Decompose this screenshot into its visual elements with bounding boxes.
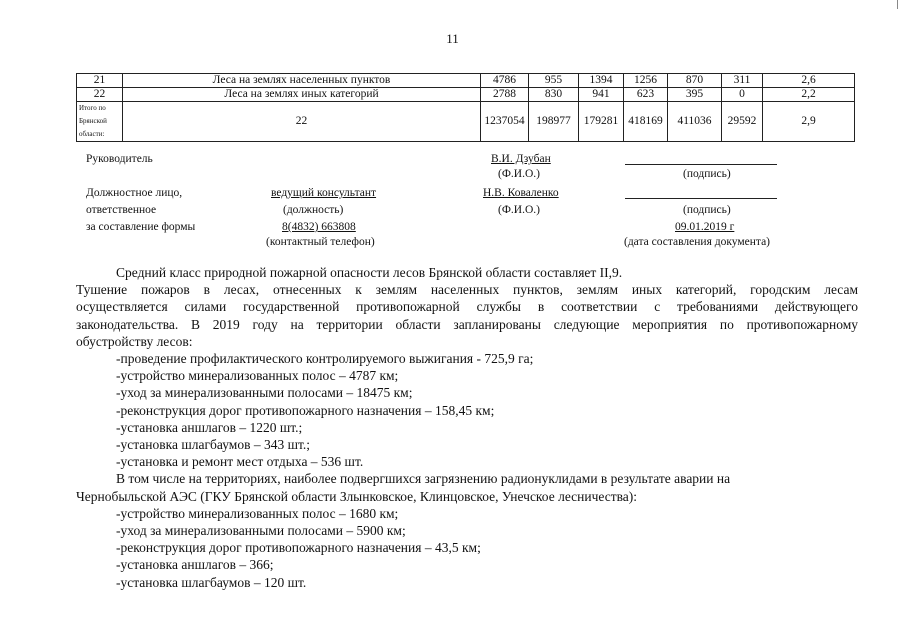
official-sign-caption: (подпись)	[683, 204, 731, 216]
row-name: Леса на землях населенных пунктов	[123, 74, 481, 88]
paragraph-line: Чернобыльской АЭС (ГКУ Брянской области Злынковское, Клинцовское, Унечское лесничества):	[76, 488, 638, 504]
position-caption: (должность)	[283, 204, 344, 216]
table-row	[77, 74, 855, 88]
list-item: -уход за минерализованными полосами – 18475 км;	[116, 385, 413, 401]
cell: 2,6	[763, 74, 855, 88]
list-item: -реконструкция дорог противопожарного назначения – 43,5 км;	[116, 540, 481, 556]
official-label-1: Должностное лицо,	[86, 187, 183, 199]
date-value: 09.01.2019 г	[675, 221, 735, 233]
cell: 870	[668, 74, 722, 88]
official-label-2: ответственное	[86, 204, 157, 216]
head-signature-line	[625, 164, 777, 165]
table-total-row	[77, 102, 855, 142]
date-caption: (дата составления документа)	[624, 236, 771, 248]
official-position: ведущий консультант	[271, 187, 377, 199]
list-item: -реконструкция дорог противопожарного назначения – 158,45 км;	[116, 402, 495, 418]
cell: 198977	[529, 102, 579, 142]
body-text	[76, 264, 858, 591]
paragraph-line: обустройству лесов:	[76, 333, 193, 349]
list-item: -устройство минерализованных полос – 4787 км;	[116, 368, 399, 384]
paragraph-line: В том числе на территориях, наиболее подвергшихся загрязнению радионуклидами в результате аварии на	[116, 471, 731, 487]
official-label-3: за составление формы	[86, 221, 196, 233]
list-item: -установка и ремонт мест отдыха – 536 шт.	[116, 454, 364, 470]
intro-paragraph: Средний класс природной пожарной опасности лесов Брянской области составляет II,9.	[116, 265, 623, 280]
cell: 395	[668, 88, 722, 102]
corner-mark	[897, 0, 898, 9]
list-item: -уход за минерализованными полосами – 5900 км;	[116, 523, 406, 539]
cell: 2,9	[763, 102, 855, 142]
official-fio-caption: (Ф.И.О.)	[498, 204, 540, 216]
list-item: -установка шлагбаумов – 120 шт.	[116, 574, 307, 590]
cell: 311	[722, 74, 763, 88]
cell: 941	[579, 88, 624, 102]
cell: 2788	[481, 88, 529, 102]
cell: 1394	[579, 74, 624, 88]
row-name: Леса на землях иных категорий	[123, 88, 481, 102]
list-item: -устройство минерализованных полос – 1680 км;	[116, 505, 399, 521]
total-label: Итого по Брянской области:	[77, 102, 123, 142]
list-item: -проведение профилактического контролируемого выжигания - 725,9 га;	[116, 351, 534, 367]
head-label: Руководитель	[86, 153, 153, 165]
cell: 29592	[722, 102, 763, 142]
head-sign-caption: (подпись)	[683, 168, 731, 180]
list-item: -установка аншлагов – 366;	[116, 557, 274, 573]
table-row	[77, 88, 855, 102]
row-number: 21	[77, 74, 123, 88]
list-item: -установка аншлагов – 1220 шт.;	[116, 419, 303, 435]
forest-fire-table	[76, 73, 855, 142]
head-fio-caption: (Ф.И.О.)	[498, 168, 540, 180]
phone-value: 8(4832) 663808	[282, 221, 356, 233]
cell: 955	[529, 74, 579, 88]
head-name: В.И. Дзубан	[491, 153, 551, 165]
cell: 411036	[668, 102, 722, 142]
official-name: Н.В. Коваленко	[483, 187, 559, 199]
cell: 1237054	[481, 102, 529, 142]
paragraph-line: осуществляется силами государственной противопожарной службы в соответствии с требованиями действующего	[76, 299, 858, 315]
phone-caption: (контактный телефон)	[266, 236, 375, 248]
total-name: 22	[123, 102, 481, 142]
paragraph-line: Тушение пожаров в лесах, отнесенных к землям населенных пунктов, землям иных категорий, городским лесам	[76, 282, 858, 298]
row-number: 22	[77, 88, 123, 102]
official-signature-line	[625, 198, 777, 199]
paragraph-line: законодательства. В 2019 году на территории области запланированы следующие мероприятия по противопожарному	[76, 316, 858, 332]
cell: 4786	[481, 74, 529, 88]
list-item: -установка шлагбаумов – 343 шт.;	[116, 437, 310, 453]
cell: 830	[529, 88, 579, 102]
page-number: 11	[446, 31, 459, 46]
cell: 1256	[624, 74, 668, 88]
cell: 418169	[624, 102, 668, 142]
cell: 179281	[579, 102, 624, 142]
cell: 623	[624, 88, 668, 102]
cell: 0	[722, 88, 763, 102]
cell: 2,2	[763, 88, 855, 102]
